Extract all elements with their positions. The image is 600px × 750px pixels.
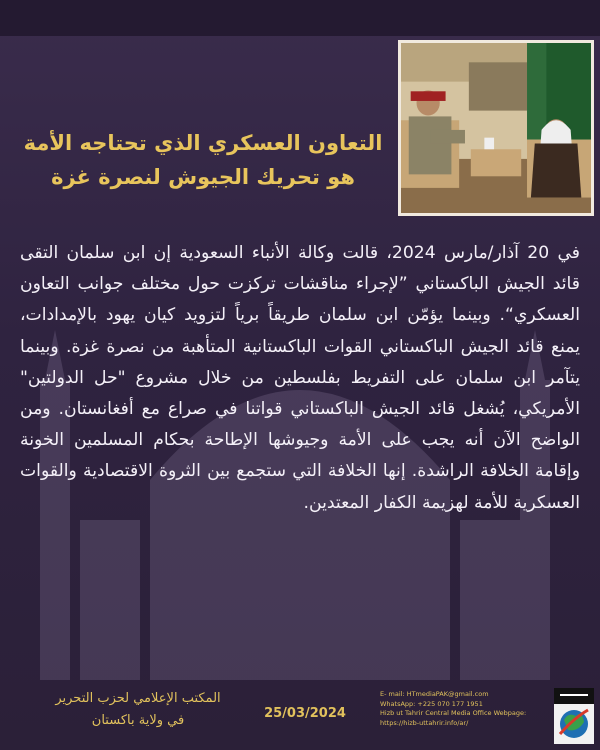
meeting-photo xyxy=(398,40,594,216)
article-body: في 20 آذار/مارس 2024، قالت وكالة الأنباء السعودية إن ابن سلمان التقى قائد الجيش الباكستاني ”لإجراء مناقشات تركزت حول مختلف جوانب التعاون العسكري“. وبينما يؤمّن ابن سلمان طريقاً برياً لتزويد كيان يهود بالإمدادات، يمنع قائد الجيش الباكستاني القوات الباكستانية المتأهبة من نصرة غزة. وبينما يتآمر ابن سلمان على التفريط بفلسطين من خلال مشروع "حل الدولتين" الأمريكي، يُشغل قائد الجيش الباكستاني قواتنا في صراع مع أفغانستان. ومن الواضح الآن أنه يجب على الأمة وجيوشها الإطاحة بحكام المسلمين الخونة وإقامة الخلافة الراشدة. إنها الخلافة التي ستجمع بين الثروة الاقتصادية والقوات العسكرية للأمة لهزيمة الكفار المعتدين. xyxy=(20,243,580,513)
issue-date: 25/03/2024 xyxy=(264,706,346,721)
contact-info xyxy=(380,690,550,728)
headline xyxy=(20,126,386,194)
contact-webpage-url[interactable]: https://hizb-uttahrir.info/ar/ xyxy=(380,718,469,727)
contact-email[interactable]: E- mail: HTmediaPAK@gmail.com xyxy=(380,690,489,698)
top-strip xyxy=(0,0,600,36)
hizb-ut-tahrir-logo-icon xyxy=(554,688,594,744)
media-office-name xyxy=(38,688,238,732)
headline-line-1: التعاون العسكري الذي تحتاجه الأمة xyxy=(23,131,383,155)
headline-line-2: هو تحريك الجيوش لنصرة غزة xyxy=(51,165,355,189)
media-office-line-1: المكتب الإعلامي لحزب التحرير xyxy=(55,691,221,706)
contact-whatsapp: WhatsApp: +225 070 177 1951 xyxy=(380,699,483,708)
media-office-line-2: في ولاية باكستان xyxy=(91,713,185,728)
contact-webpage-label: Hizb ut Tahrir Central Media Office Webpage: xyxy=(380,709,527,717)
